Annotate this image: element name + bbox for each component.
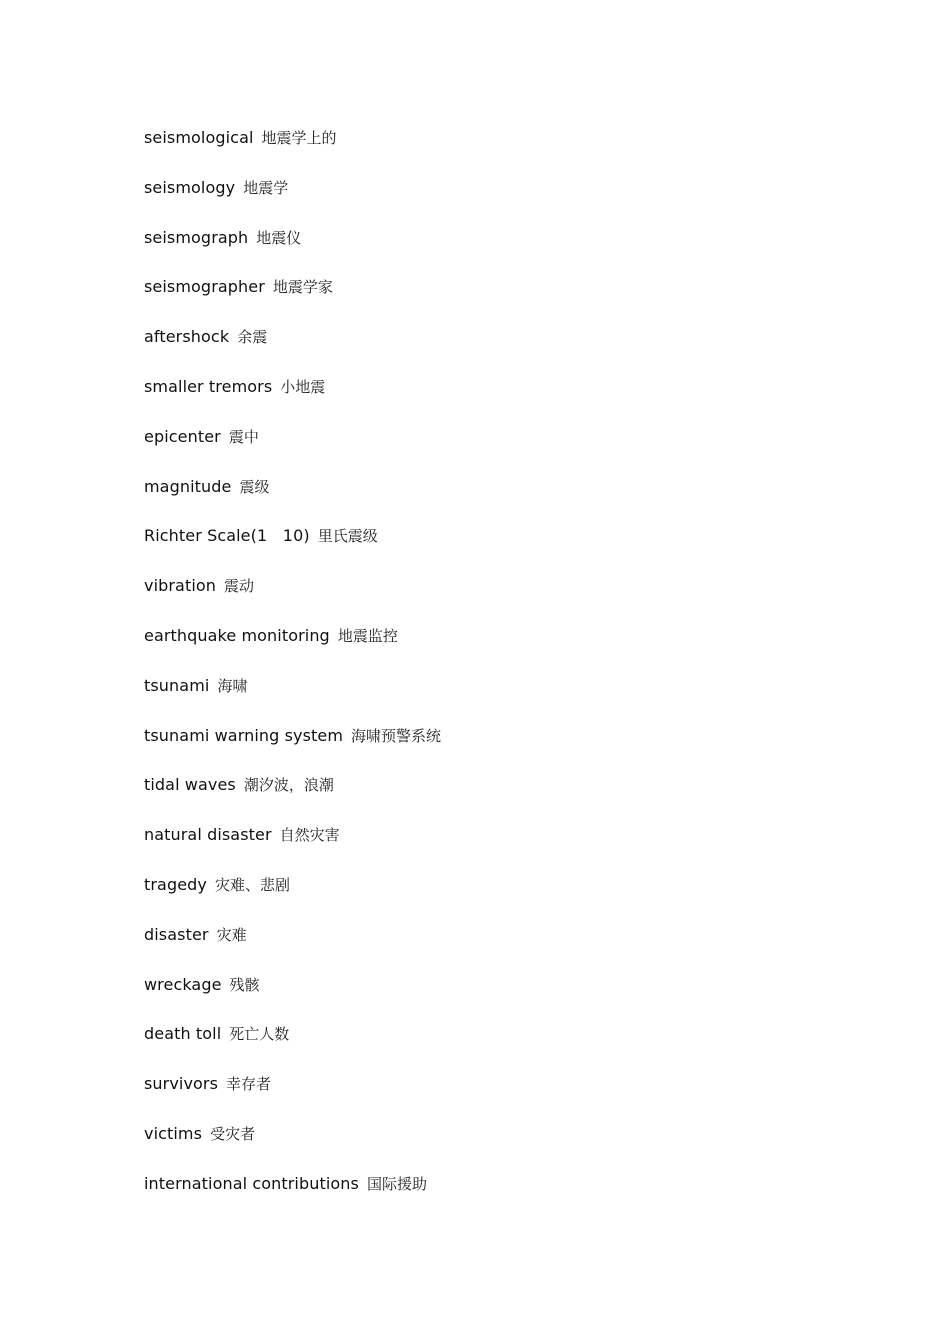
vocab-entry xyxy=(144,1022,441,1072)
vocab-entry xyxy=(144,923,441,973)
chinese-translation: 震动 xyxy=(224,577,255,596)
english-term: tidal waves xyxy=(144,775,236,795)
chinese-translation: 余震 xyxy=(237,328,268,347)
chinese-translation: 灾难、悲剧 xyxy=(214,875,290,894)
chinese-translation: 震中 xyxy=(228,427,259,446)
vocab-entry xyxy=(144,375,441,425)
vocab-entry xyxy=(144,475,441,525)
english-term: death toll xyxy=(144,1024,222,1044)
english-term: tsunami warning system xyxy=(144,725,344,745)
english-term: seismograph xyxy=(144,227,249,247)
chinese-translation: 残骸 xyxy=(229,975,260,994)
english-term: seismological xyxy=(144,128,254,147)
english-term: tsunami xyxy=(144,675,210,695)
chinese-translation: 震级 xyxy=(239,477,270,496)
vocab-entry xyxy=(144,823,441,873)
english-term: tragedy xyxy=(144,874,207,894)
english-term: disaster xyxy=(144,924,209,944)
chinese-translation: 海啸 xyxy=(217,676,248,695)
chinese-translation: 小地震 xyxy=(280,377,326,396)
chinese-translation: 地震监控 xyxy=(337,626,398,645)
english-term: Richter Scale(1 10) xyxy=(144,526,310,546)
chinese-translation: 地震学上的 xyxy=(261,129,337,147)
english-term: epicenter xyxy=(144,426,221,446)
vocab-entry xyxy=(144,873,441,923)
vocab-entry xyxy=(144,574,441,624)
chinese-translation: 地震学家 xyxy=(272,278,333,297)
english-term: international contributions xyxy=(144,1173,359,1193)
chinese-translation: 地震学 xyxy=(243,178,289,197)
vocab-entry xyxy=(144,425,441,475)
chinese-translation: 海啸预警系统 xyxy=(351,726,442,745)
vocab-entry xyxy=(144,325,441,375)
vocab-entry xyxy=(144,524,441,574)
vocab-entry xyxy=(144,275,441,325)
vocab-entry xyxy=(144,226,441,276)
chinese-translation: 自然灾害 xyxy=(279,826,340,845)
vocab-entry xyxy=(144,973,441,1023)
vocab-entry xyxy=(144,624,441,674)
vocabulary-list xyxy=(144,126,441,1222)
english-term: smaller tremors xyxy=(144,376,273,396)
english-term: seismographer xyxy=(144,277,265,297)
chinese-translation: 里氏震级 xyxy=(317,527,378,546)
vocab-entry xyxy=(144,126,441,176)
english-term: wreckage xyxy=(144,974,222,994)
chinese-translation: 潮汐波，浪潮 xyxy=(243,776,334,795)
vocab-entry xyxy=(144,1122,441,1172)
chinese-translation: 国际援助 xyxy=(366,1174,427,1193)
chinese-translation: 受灾者 xyxy=(210,1124,256,1143)
chinese-translation: 地震仪 xyxy=(256,228,302,247)
vocab-entry xyxy=(144,724,441,774)
vocab-entry xyxy=(144,773,441,823)
english-term: earthquake monitoring xyxy=(144,625,330,645)
english-term: seismology xyxy=(144,177,236,197)
english-term: magnitude xyxy=(144,476,232,496)
chinese-translation: 死亡人数 xyxy=(229,1025,290,1044)
english-term: vibration xyxy=(144,576,217,596)
vocab-entry xyxy=(144,674,441,724)
english-term: victims xyxy=(144,1123,203,1143)
english-term: survivors xyxy=(144,1074,219,1094)
vocab-entry xyxy=(144,176,441,226)
chinese-translation: 灾难 xyxy=(216,925,247,944)
vocab-entry xyxy=(144,1072,441,1122)
english-term: aftershock xyxy=(144,327,230,347)
chinese-translation: 幸存者 xyxy=(226,1075,272,1094)
vocab-entry xyxy=(144,1172,441,1222)
english-term: natural disaster xyxy=(144,825,272,845)
